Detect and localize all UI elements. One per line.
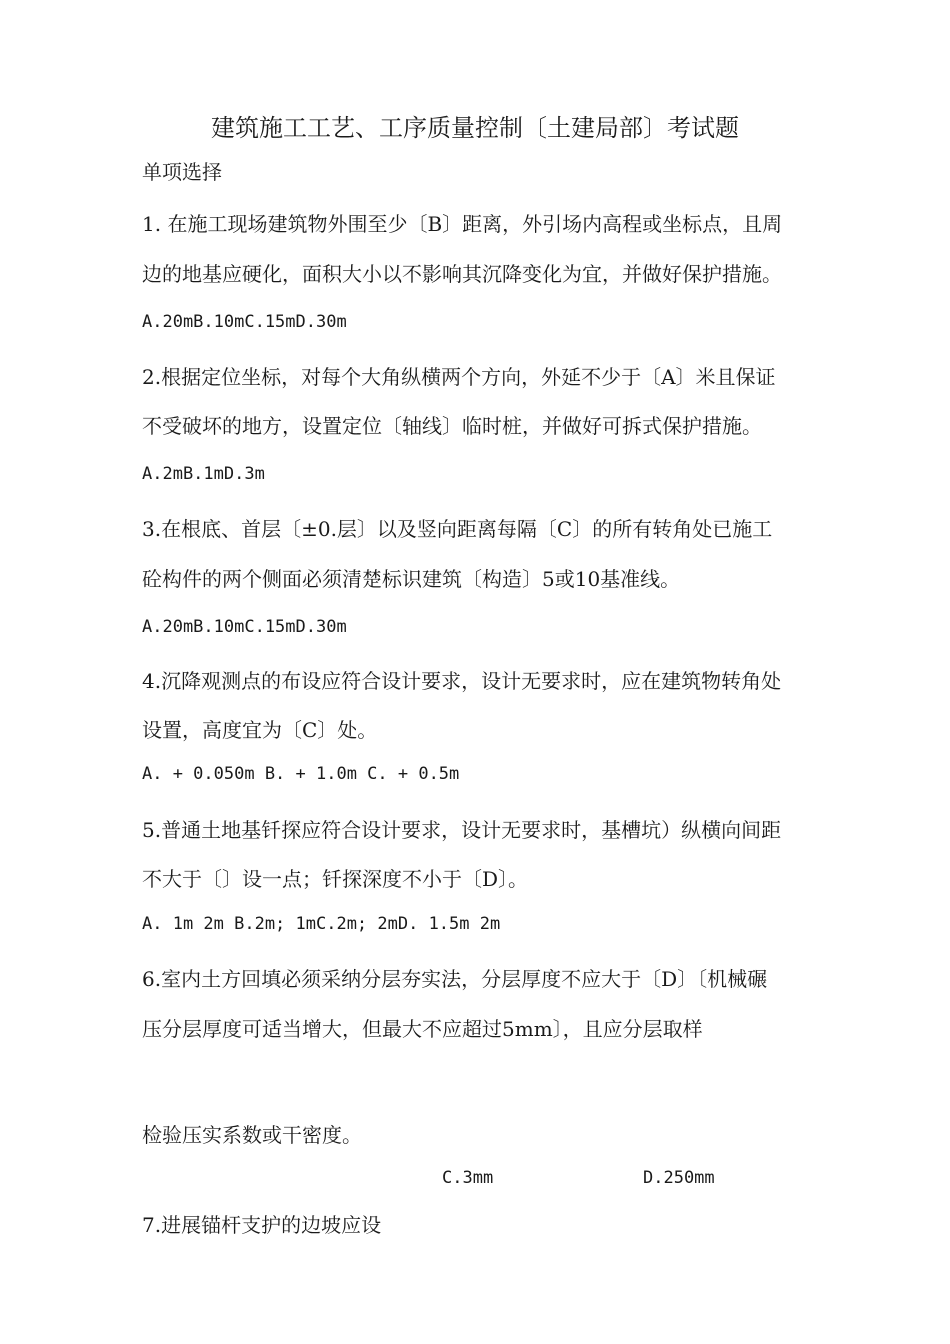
question-7-line-1: 7.进展锚杆支护的边坡应设 (142, 1213, 382, 1237)
question-4-line-2: 设置，高度宜为〔C〕处。 (142, 718, 378, 742)
question-4-line-1: 4.沉降观测点的布设应符合设计要求，设计无要求时，应在建筑物转角处 (142, 669, 782, 693)
page-title: 建筑施工工艺、工序质量控制〔土建局部〕考试题 (211, 114, 739, 142)
question-6-line-1: 6.室内土方回填必须采纳分层夯实法，分层厚度不应大于〔D〕〔机械碾 (142, 967, 768, 991)
question-2-line-2: 不受破坏的地方，设置定位〔轴线〕临时桩，并做好可拆式保护措施。 (142, 414, 762, 438)
question-5-line-1: 5.普通土地基钎探应符合设计要求，设计无要求时，基槽坑）纵横向间距 (142, 818, 782, 842)
question-5-line-2: 不大于〔〕设一点；钎探深度不小于〔D〕。 (142, 867, 529, 891)
question-6-option-c: C.3mm (442, 1168, 494, 1188)
question-2-options: A.2mB.1mD.3m (142, 464, 265, 484)
question-6-line-3: 检验压实系数或干密度。 (142, 1123, 362, 1147)
question-1-line-1: 1. 在施工现场建筑物外围至少〔B〕距离，外引场内高程或坐标点，且周 (142, 212, 783, 236)
question-5-options: A. 1m 2m B.2m; 1mC.2m; 2mD. 1.5m 2m (142, 914, 501, 934)
question-6-line-2: 压分层厚度可适当增大，但最大不应超过5mm〕，且应分层取样 (142, 1017, 703, 1041)
question-6-option-d: D.250mm (643, 1168, 715, 1188)
question-1-options: A.20mB.10mC.15mD.30m (142, 312, 347, 332)
question-3-options: A.20mB.10mC.15mD.30m (142, 617, 347, 637)
question-3-line-1: 3.在根底、首层〔±0.层〕以及竖向距离每隔〔C〕的所有转角处已施工 (142, 517, 773, 541)
question-2-line-1: 2.根据定位坐标，对每个大角纵横两个方向，外延不少于〔A〕米且保证 (142, 365, 776, 389)
question-3-line-2: 砼构件的两个侧面必须清楚标识建筑〔构造〕5或10基准线。 (142, 567, 681, 591)
section-heading: 单项选择 (142, 160, 222, 184)
question-4-options: A. + 0.050m B. + 1.0m C. + 0.5m (142, 764, 460, 784)
question-1-line-2: 边的地基应硬化，面积大小以不影响其沉降变化为宜，并做好保护措施。 (142, 262, 782, 286)
